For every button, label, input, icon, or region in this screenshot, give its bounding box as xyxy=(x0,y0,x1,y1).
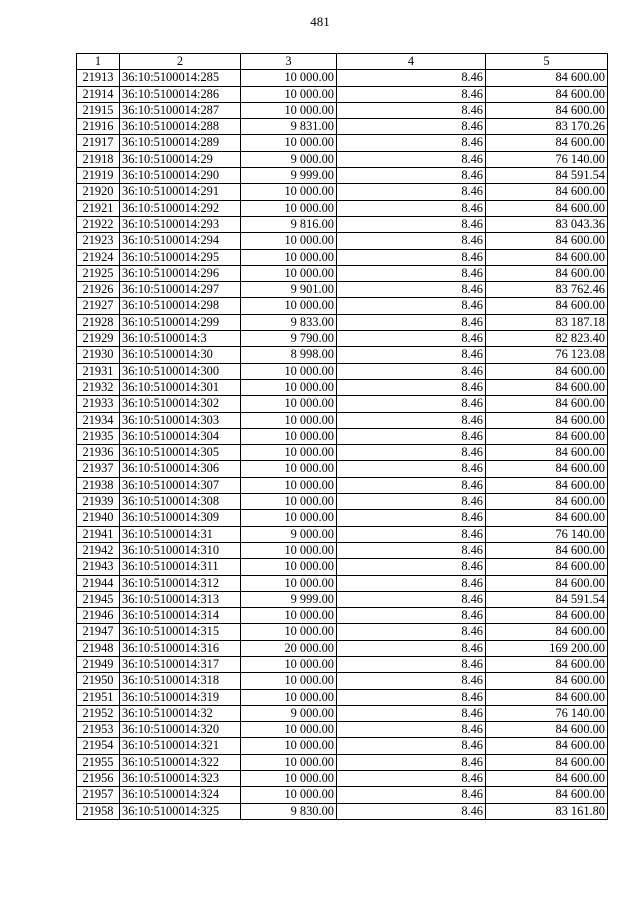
rate-cell: 8.46 xyxy=(337,249,486,265)
amount-cell: 84 600.00 xyxy=(486,608,608,624)
row-index-cell: 21925 xyxy=(77,265,120,281)
amount-cell: 84 600.00 xyxy=(486,656,608,672)
cadastral-number-cell: 36:10:5100014:291 xyxy=(120,184,241,200)
cadastral-number-cell: 36:10:5100014:32 xyxy=(120,705,241,721)
area-cell: 10 000.00 xyxy=(241,656,337,672)
cadastral-number-cell: 36:10:5100014:293 xyxy=(120,216,241,232)
row-index-cell: 21946 xyxy=(77,608,120,624)
area-cell: 9 000.00 xyxy=(241,151,337,167)
rate-cell: 8.46 xyxy=(337,331,486,347)
row-index-cell: 21954 xyxy=(77,738,120,754)
row-index-cell: 21916 xyxy=(77,119,120,135)
row-index-cell: 21941 xyxy=(77,526,120,542)
table-row xyxy=(77,216,608,232)
table-row xyxy=(77,151,608,167)
table-header xyxy=(77,54,608,70)
rate-cell: 8.46 xyxy=(337,379,486,395)
rate-cell: 8.46 xyxy=(337,233,486,249)
table-row xyxy=(77,233,608,249)
cadastral-number-cell: 36:10:5100014:3 xyxy=(120,331,241,347)
table-row xyxy=(77,314,608,330)
row-index-cell: 21953 xyxy=(77,722,120,738)
rate-cell: 8.46 xyxy=(337,656,486,672)
amount-cell: 84 600.00 xyxy=(486,722,608,738)
amount-cell: 76 140.00 xyxy=(486,526,608,542)
table-row xyxy=(77,624,608,640)
cadastral-number-cell: 36:10:5100014:296 xyxy=(120,265,241,281)
row-index-cell: 21924 xyxy=(77,249,120,265)
rate-cell: 8.46 xyxy=(337,705,486,721)
area-cell: 10 000.00 xyxy=(241,184,337,200)
rate-cell: 8.46 xyxy=(337,184,486,200)
amount-cell: 84 600.00 xyxy=(486,494,608,510)
area-cell: 10 000.00 xyxy=(241,298,337,314)
rate-cell: 8.46 xyxy=(337,559,486,575)
table-row xyxy=(77,689,608,705)
area-cell: 10 000.00 xyxy=(241,461,337,477)
amount-cell: 84 600.00 xyxy=(486,559,608,575)
row-index-cell: 21937 xyxy=(77,461,120,477)
table-row xyxy=(77,102,608,118)
cadastral-number-cell: 36:10:5100014:321 xyxy=(120,738,241,754)
table-row xyxy=(77,168,608,184)
area-cell: 10 000.00 xyxy=(241,494,337,510)
row-index-cell: 21921 xyxy=(77,200,120,216)
amount-cell: 84 591.54 xyxy=(486,168,608,184)
area-cell: 10 000.00 xyxy=(241,233,337,249)
cadastral-number-cell: 36:10:5100014:304 xyxy=(120,428,241,444)
amount-cell: 76 123.08 xyxy=(486,347,608,363)
amount-cell: 84 600.00 xyxy=(486,233,608,249)
table-row xyxy=(77,673,608,689)
row-index-cell: 21918 xyxy=(77,151,120,167)
area-cell: 9 000.00 xyxy=(241,705,337,721)
rate-cell: 8.46 xyxy=(337,510,486,526)
row-index-cell: 21929 xyxy=(77,331,120,347)
column-header-5: 5 xyxy=(486,54,608,70)
table-row xyxy=(77,608,608,624)
cadastral-number-cell: 36:10:5100014:320 xyxy=(120,722,241,738)
column-header-4: 4 xyxy=(337,54,486,70)
area-cell: 10 000.00 xyxy=(241,722,337,738)
table-row xyxy=(77,347,608,363)
rate-cell: 8.46 xyxy=(337,787,486,803)
row-index-cell: 21952 xyxy=(77,705,120,721)
row-index-cell: 21917 xyxy=(77,135,120,151)
amount-cell: 84 600.00 xyxy=(486,298,608,314)
cadastral-number-cell: 36:10:5100014:322 xyxy=(120,754,241,770)
area-cell: 8 998.00 xyxy=(241,347,337,363)
row-index-cell: 21943 xyxy=(77,559,120,575)
amount-cell: 84 600.00 xyxy=(486,412,608,428)
rate-cell: 8.46 xyxy=(337,673,486,689)
row-index-cell: 21950 xyxy=(77,673,120,689)
amount-cell: 84 600.00 xyxy=(486,200,608,216)
rate-cell: 8.46 xyxy=(337,542,486,558)
rate-cell: 8.46 xyxy=(337,738,486,754)
row-index-cell: 21947 xyxy=(77,624,120,640)
amount-cell: 83 043.36 xyxy=(486,216,608,232)
cadastral-number-cell: 36:10:5100014:324 xyxy=(120,787,241,803)
cadastral-number-cell: 36:10:5100014:289 xyxy=(120,135,241,151)
cadastral-number-cell: 36:10:5100014:303 xyxy=(120,412,241,428)
area-cell: 10 000.00 xyxy=(241,396,337,412)
row-index-cell: 21948 xyxy=(77,640,120,656)
area-cell: 10 000.00 xyxy=(241,542,337,558)
cadastral-number-cell: 36:10:5100014:316 xyxy=(120,640,241,656)
table-row xyxy=(77,510,608,526)
table-row xyxy=(77,461,608,477)
amount-cell: 84 600.00 xyxy=(486,689,608,705)
row-index-cell: 21932 xyxy=(77,379,120,395)
row-index-cell: 21955 xyxy=(77,754,120,770)
rate-cell: 8.46 xyxy=(337,575,486,591)
area-cell: 10 000.00 xyxy=(241,738,337,754)
cadastral-number-cell: 36:10:5100014:292 xyxy=(120,200,241,216)
row-index-cell: 21956 xyxy=(77,771,120,787)
amount-cell: 84 600.00 xyxy=(486,738,608,754)
page-number: 481 xyxy=(310,14,330,29)
rate-cell: 8.46 xyxy=(337,265,486,281)
area-cell: 9 833.00 xyxy=(241,314,337,330)
table-row xyxy=(77,70,608,86)
cadastral-number-cell: 36:10:5100014:312 xyxy=(120,575,241,591)
cadastral-number-cell: 36:10:5100014:286 xyxy=(120,86,241,102)
amount-cell: 84 600.00 xyxy=(486,624,608,640)
cadastral-number-cell: 36:10:5100014:30 xyxy=(120,347,241,363)
cadastral-number-cell: 36:10:5100014:310 xyxy=(120,542,241,558)
table-row xyxy=(77,298,608,314)
area-cell: 10 000.00 xyxy=(241,70,337,86)
area-cell: 9 901.00 xyxy=(241,282,337,298)
rate-cell: 8.46 xyxy=(337,689,486,705)
table-row xyxy=(77,445,608,461)
area-cell: 10 000.00 xyxy=(241,86,337,102)
table-row xyxy=(77,200,608,216)
table-row xyxy=(77,184,608,200)
row-index-cell: 21958 xyxy=(77,803,120,819)
row-index-cell: 21914 xyxy=(77,86,120,102)
rate-cell: 8.46 xyxy=(337,461,486,477)
cadastral-number-cell: 36:10:5100014:300 xyxy=(120,363,241,379)
amount-cell: 84 600.00 xyxy=(486,461,608,477)
rate-cell: 8.46 xyxy=(337,412,486,428)
table-row xyxy=(77,787,608,803)
cadastral-number-cell: 36:10:5100014:294 xyxy=(120,233,241,249)
area-cell: 10 000.00 xyxy=(241,754,337,770)
area-cell: 10 000.00 xyxy=(241,787,337,803)
area-cell: 10 000.00 xyxy=(241,624,337,640)
area-cell: 10 000.00 xyxy=(241,559,337,575)
area-cell: 10 000.00 xyxy=(241,265,337,281)
column-header-1: 1 xyxy=(77,54,120,70)
rate-cell: 8.46 xyxy=(337,591,486,607)
cadastral-number-cell: 36:10:5100014:306 xyxy=(120,461,241,477)
amount-cell: 82 823.40 xyxy=(486,331,608,347)
table-row xyxy=(77,722,608,738)
rate-cell: 8.46 xyxy=(337,200,486,216)
row-index-cell: 21919 xyxy=(77,168,120,184)
row-index-cell: 21923 xyxy=(77,233,120,249)
area-cell: 9 790.00 xyxy=(241,331,337,347)
row-index-cell: 21933 xyxy=(77,396,120,412)
amount-cell: 84 600.00 xyxy=(486,575,608,591)
amount-cell: 84 600.00 xyxy=(486,477,608,493)
cadastral-number-cell: 36:10:5100014:299 xyxy=(120,314,241,330)
area-cell: 9 830.00 xyxy=(241,803,337,819)
rate-cell: 8.46 xyxy=(337,102,486,118)
rate-cell: 8.46 xyxy=(337,216,486,232)
rate-cell: 8.46 xyxy=(337,428,486,444)
cadastral-number-cell: 36:10:5100014:285 xyxy=(120,70,241,86)
table-row xyxy=(77,412,608,428)
rate-cell: 8.46 xyxy=(337,771,486,787)
column-header-2: 2 xyxy=(120,54,241,70)
rate-cell: 8.46 xyxy=(337,608,486,624)
rate-cell: 8.46 xyxy=(337,282,486,298)
row-index-cell: 21944 xyxy=(77,575,120,591)
area-cell: 10 000.00 xyxy=(241,428,337,444)
table-row xyxy=(77,575,608,591)
cadastral-number-cell: 36:10:5100014:29 xyxy=(120,151,241,167)
row-index-cell: 21942 xyxy=(77,542,120,558)
rate-cell: 8.46 xyxy=(337,119,486,135)
rate-cell: 8.46 xyxy=(337,347,486,363)
amount-cell: 84 600.00 xyxy=(486,542,608,558)
amount-cell: 76 140.00 xyxy=(486,151,608,167)
rate-cell: 8.46 xyxy=(337,86,486,102)
row-index-cell: 21939 xyxy=(77,494,120,510)
row-index-cell: 21935 xyxy=(77,428,120,444)
data-table xyxy=(76,53,608,820)
area-cell: 10 000.00 xyxy=(241,200,337,216)
rate-cell: 8.46 xyxy=(337,640,486,656)
cadastral-number-cell: 36:10:5100014:305 xyxy=(120,445,241,461)
table-row xyxy=(77,428,608,444)
amount-cell: 83 170.26 xyxy=(486,119,608,135)
table-row xyxy=(77,656,608,672)
table-row xyxy=(77,282,608,298)
area-cell: 10 000.00 xyxy=(241,673,337,689)
table-row xyxy=(77,396,608,412)
amount-cell: 84 591.54 xyxy=(486,591,608,607)
table-row xyxy=(77,494,608,510)
table-row xyxy=(77,559,608,575)
cadastral-number-cell: 36:10:5100014:323 xyxy=(120,771,241,787)
header-row xyxy=(77,54,608,70)
cadastral-number-cell: 36:10:5100014:325 xyxy=(120,803,241,819)
cadastral-number-cell: 36:10:5100014:314 xyxy=(120,608,241,624)
rate-cell: 8.46 xyxy=(337,151,486,167)
amount-cell: 84 600.00 xyxy=(486,396,608,412)
rate-cell: 8.46 xyxy=(337,526,486,542)
rate-cell: 8.46 xyxy=(337,70,486,86)
column-header-3: 3 xyxy=(241,54,337,70)
area-cell: 10 000.00 xyxy=(241,102,337,118)
cadastral-number-cell: 36:10:5100014:287 xyxy=(120,102,241,118)
cadastral-number-cell: 36:10:5100014:295 xyxy=(120,249,241,265)
area-cell: 10 000.00 xyxy=(241,135,337,151)
cadastral-number-cell: 36:10:5100014:318 xyxy=(120,673,241,689)
row-index-cell: 21945 xyxy=(77,591,120,607)
table-row xyxy=(77,135,608,151)
table-row xyxy=(77,705,608,721)
table-row xyxy=(77,738,608,754)
amount-cell: 84 600.00 xyxy=(486,102,608,118)
rate-cell: 8.46 xyxy=(337,624,486,640)
rate-cell: 8.46 xyxy=(337,135,486,151)
rate-cell: 8.46 xyxy=(337,445,486,461)
table-row xyxy=(77,265,608,281)
table-row xyxy=(77,249,608,265)
row-index-cell: 21931 xyxy=(77,363,120,379)
table-row xyxy=(77,363,608,379)
table-row xyxy=(77,771,608,787)
row-index-cell: 21913 xyxy=(77,70,120,86)
amount-cell: 84 600.00 xyxy=(486,673,608,689)
cadastral-number-cell: 36:10:5100014:311 xyxy=(120,559,241,575)
table-row xyxy=(77,331,608,347)
rate-cell: 8.46 xyxy=(337,754,486,770)
amount-cell: 84 600.00 xyxy=(486,428,608,444)
amount-cell: 84 600.00 xyxy=(486,70,608,86)
row-index-cell: 21920 xyxy=(77,184,120,200)
area-cell: 10 000.00 xyxy=(241,608,337,624)
area-cell: 9 816.00 xyxy=(241,216,337,232)
rate-cell: 8.46 xyxy=(337,803,486,819)
rate-cell: 8.46 xyxy=(337,298,486,314)
area-cell: 10 000.00 xyxy=(241,575,337,591)
area-cell: 10 000.00 xyxy=(241,363,337,379)
amount-cell: 84 600.00 xyxy=(486,379,608,395)
table-row xyxy=(77,86,608,102)
amount-cell: 84 600.00 xyxy=(486,135,608,151)
amount-cell: 84 600.00 xyxy=(486,787,608,803)
area-cell: 10 000.00 xyxy=(241,771,337,787)
cadastral-number-cell: 36:10:5100014:319 xyxy=(120,689,241,705)
amount-cell: 84 600.00 xyxy=(486,265,608,281)
area-cell: 10 000.00 xyxy=(241,477,337,493)
rate-cell: 8.46 xyxy=(337,168,486,184)
row-index-cell: 21938 xyxy=(77,477,120,493)
rate-cell: 8.46 xyxy=(337,494,486,510)
cadastral-number-cell: 36:10:5100014:288 xyxy=(120,119,241,135)
rate-cell: 8.46 xyxy=(337,396,486,412)
amount-cell: 83 187.18 xyxy=(486,314,608,330)
area-cell: 9 999.00 xyxy=(241,591,337,607)
area-cell: 9 831.00 xyxy=(241,119,337,135)
cadastral-number-cell: 36:10:5100014:308 xyxy=(120,494,241,510)
amount-cell: 84 600.00 xyxy=(486,510,608,526)
row-index-cell: 21949 xyxy=(77,656,120,672)
rate-cell: 8.46 xyxy=(337,314,486,330)
amount-cell: 84 600.00 xyxy=(486,445,608,461)
area-cell: 20 000.00 xyxy=(241,640,337,656)
table-row xyxy=(77,542,608,558)
row-index-cell: 21934 xyxy=(77,412,120,428)
amount-cell: 83 161.80 xyxy=(486,803,608,819)
area-cell: 9 000.00 xyxy=(241,526,337,542)
row-index-cell: 21927 xyxy=(77,298,120,314)
table-row xyxy=(77,803,608,819)
table-row xyxy=(77,640,608,656)
area-cell: 10 000.00 xyxy=(241,412,337,428)
cadastral-number-cell: 36:10:5100014:31 xyxy=(120,526,241,542)
row-index-cell: 21940 xyxy=(77,510,120,526)
area-cell: 10 000.00 xyxy=(241,510,337,526)
amount-cell: 84 600.00 xyxy=(486,771,608,787)
amount-cell: 83 762.46 xyxy=(486,282,608,298)
amount-cell: 169 200.00 xyxy=(486,640,608,656)
rate-cell: 8.46 xyxy=(337,363,486,379)
table-row xyxy=(77,591,608,607)
rate-cell: 8.46 xyxy=(337,722,486,738)
table-row xyxy=(77,754,608,770)
cadastral-number-cell: 36:10:5100014:290 xyxy=(120,168,241,184)
table-row xyxy=(77,526,608,542)
area-cell: 10 000.00 xyxy=(241,379,337,395)
row-index-cell: 21957 xyxy=(77,787,120,803)
cadastral-number-cell: 36:10:5100014:298 xyxy=(120,298,241,314)
area-cell: 10 000.00 xyxy=(241,689,337,705)
row-index-cell: 21928 xyxy=(77,314,120,330)
row-index-cell: 21922 xyxy=(77,216,120,232)
amount-cell: 84 600.00 xyxy=(486,754,608,770)
row-index-cell: 21951 xyxy=(77,689,120,705)
row-index-cell: 21926 xyxy=(77,282,120,298)
amount-cell: 84 600.00 xyxy=(486,86,608,102)
table-row xyxy=(77,119,608,135)
row-index-cell: 21936 xyxy=(77,445,120,461)
cadastral-number-cell: 36:10:5100014:309 xyxy=(120,510,241,526)
cadastral-number-cell: 36:10:5100014:307 xyxy=(120,477,241,493)
cadastral-number-cell: 36:10:5100014:317 xyxy=(120,656,241,672)
cadastral-number-cell: 36:10:5100014:302 xyxy=(120,396,241,412)
cadastral-number-cell: 36:10:5100014:313 xyxy=(120,591,241,607)
rate-cell: 8.46 xyxy=(337,477,486,493)
table-row xyxy=(77,477,608,493)
area-cell: 10 000.00 xyxy=(241,249,337,265)
amount-cell: 76 140.00 xyxy=(486,705,608,721)
area-cell: 9 999.00 xyxy=(241,168,337,184)
table-row xyxy=(77,379,608,395)
row-index-cell: 21915 xyxy=(77,102,120,118)
cadastral-number-cell: 36:10:5100014:315 xyxy=(120,624,241,640)
table-body xyxy=(77,70,608,820)
cadastral-number-cell: 36:10:5100014:301 xyxy=(120,379,241,395)
amount-cell: 84 600.00 xyxy=(486,184,608,200)
amount-cell: 84 600.00 xyxy=(486,363,608,379)
amount-cell: 84 600.00 xyxy=(486,249,608,265)
row-index-cell: 21930 xyxy=(77,347,120,363)
area-cell: 10 000.00 xyxy=(241,445,337,461)
cadastral-number-cell: 36:10:5100014:297 xyxy=(120,282,241,298)
